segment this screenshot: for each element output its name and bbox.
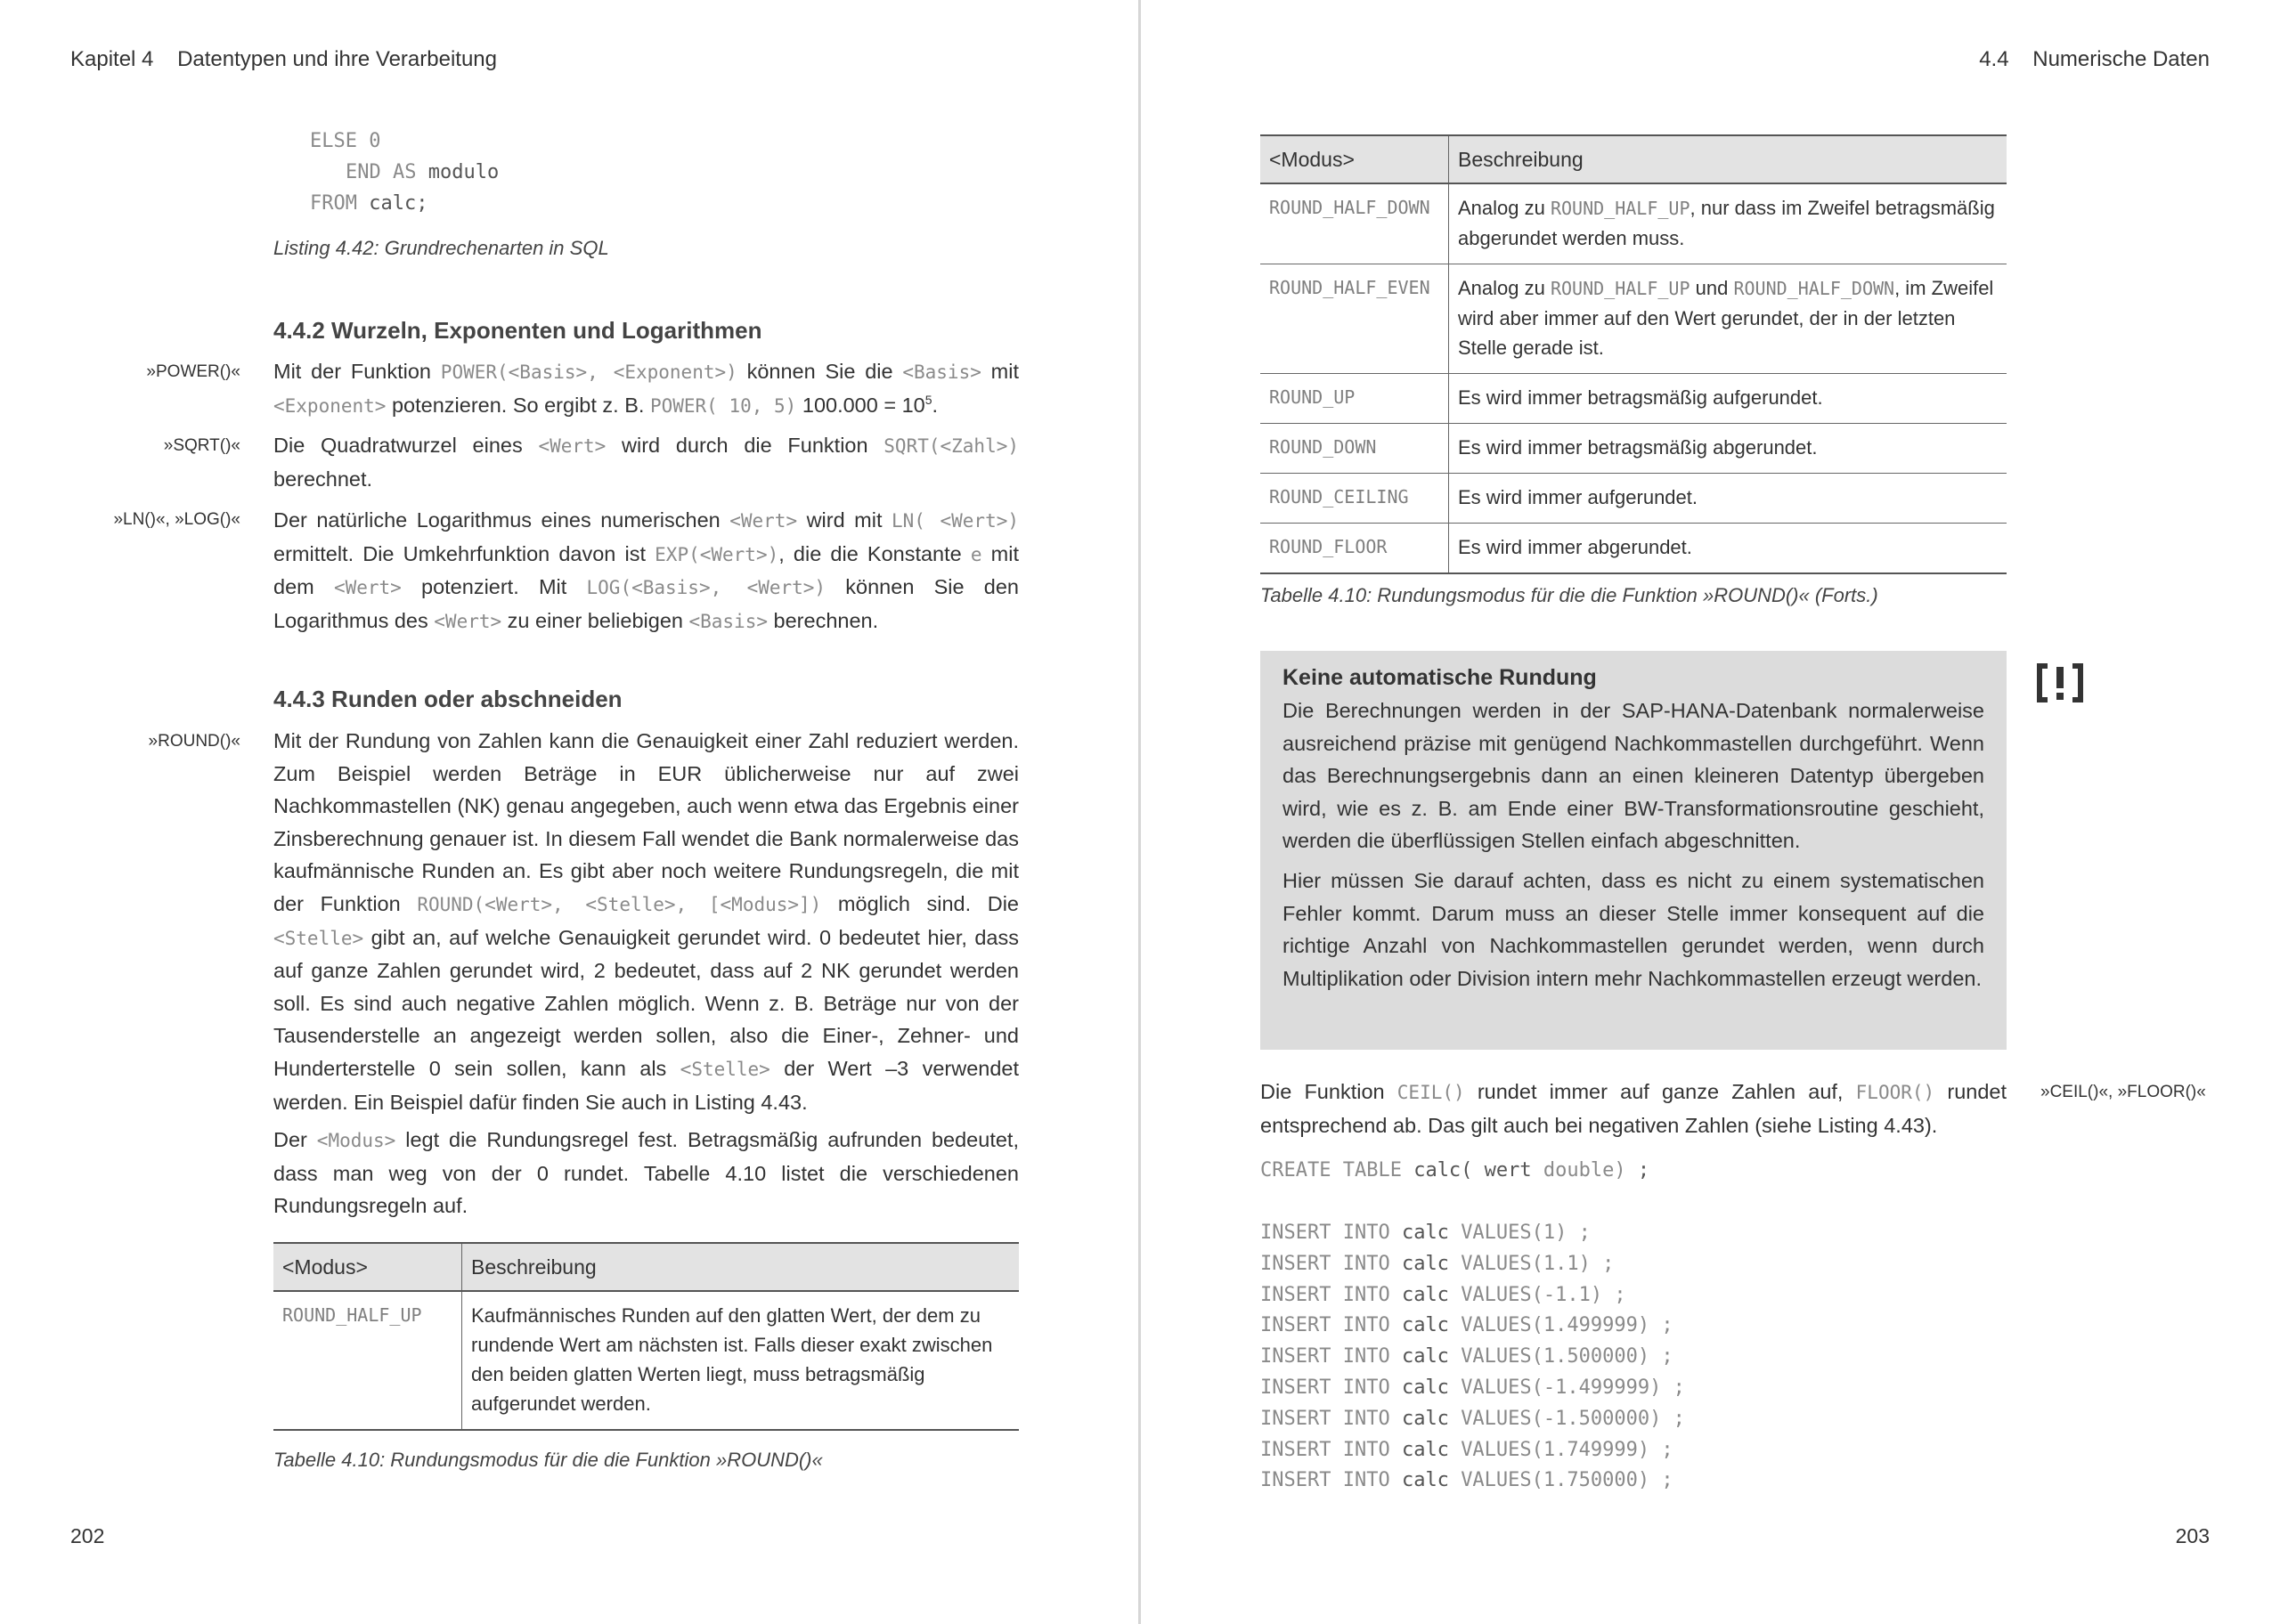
code-listing-top: [310, 126, 380, 158]
text: rundet entsprechend ab. Das gilt auch bei negativen Zahlen (siehe Listing 4.43).: [1260, 1080, 2007, 1137]
code-identifier: calc: [1389, 1438, 1462, 1461]
mode-cell: ROUND_HALF_DOWN: [1260, 183, 1449, 264]
running-header-right: [1979, 47, 2210, 72]
code-identifier: calc: [1389, 1345, 1462, 1368]
inline-code: <Modus>: [316, 1130, 396, 1151]
code-value: VALUES(1.1) ;: [1461, 1252, 1615, 1275]
table-caption-continued: Tabelle 4.10: Rundungsmodus für die die Funktion »ROUND()« (Forts.): [1260, 584, 1878, 606]
code-identifier: calc: [1389, 1314, 1462, 1337]
margin-keyword-ln-log: »LN()«, »LOG()«: [113, 510, 240, 529]
code-identifier: calc: [1389, 1283, 1462, 1306]
code-listing-create: [1260, 1156, 1649, 1187]
text: Der natürliche Logarithmus eines numerischen: [273, 508, 730, 532]
inline-code: ROUND_HALF_UP: [1550, 198, 1690, 219]
inline-code: <Wert>: [333, 577, 402, 599]
code-line: ELSE 0: [310, 130, 381, 152]
note-box: [1260, 651, 2007, 1050]
table-row: [1260, 264, 2007, 374]
text: , im Zweifel wird aber immer auf den Wert gerundet, der in der letzten Stelle gerade ist.: [1458, 277, 1994, 359]
inline-code: LOG(<Basis>, <Wert>): [586, 577, 826, 599]
code-line: [1260, 1404, 1685, 1435]
table-row: [1260, 183, 2007, 264]
code-line: [1260, 1311, 1685, 1342]
text: ermittelt. Die Umkehrfunktion davon ist: [273, 541, 656, 565]
running-header-left: [70, 47, 497, 72]
mode-cell: ROUND_CEILING: [1260, 474, 1449, 524]
code-keyword: INSERT INTO: [1260, 1222, 1390, 1244]
code-line: [1260, 1249, 1685, 1280]
inline-code: <Wert>: [729, 510, 798, 532]
code-identifier: ;: [1625, 1159, 1650, 1181]
rounding-mode-table-continued: [1260, 134, 2007, 574]
code-keyword: FROM: [310, 192, 357, 215]
description-cell: [1449, 183, 2007, 264]
section-heading-443: 4.4.3 Runden oder abschneiden: [273, 686, 623, 712]
inline-code: <Basis>: [902, 361, 981, 383]
inline-code: LN( <Wert>): [891, 510, 1019, 532]
code-identifier: calc: [1389, 1469, 1462, 1492]
mode-cell: ROUND_DOWN: [1260, 424, 1449, 474]
code-keyword: CREATE TABLE: [1260, 1159, 1402, 1181]
code-value: VALUES(-1.1) ;: [1461, 1283, 1626, 1306]
table-row: [273, 1291, 1019, 1430]
chapter-label: Kapitel 4: [70, 47, 154, 71]
text: , nur dass im Zweifel betragsmäßig abgerundet werden muss.: [1458, 197, 1995, 249]
code-keyword: INSERT INTO: [1260, 1407, 1390, 1430]
left-page: [0, 0, 1138, 1624]
table-row: [1260, 524, 2007, 574]
inline-code: ROUND_HALF_UP: [1550, 278, 1690, 299]
code-line: [1260, 1435, 1685, 1466]
code-line: [1260, 1466, 1685, 1497]
column-header-mode: <Modus>: [1260, 135, 1449, 183]
text: potenziert. Mit: [401, 575, 587, 599]
description-cell: Es wird immer betragsmäßig abgerundet.: [1449, 424, 2007, 474]
code-identifier: calc: [1389, 1407, 1462, 1430]
code-listing-top: [310, 189, 428, 220]
code-value: VALUES(-1.500000) ;: [1461, 1407, 1685, 1430]
text: möglich sind. Die: [821, 891, 1020, 915]
text: berechnet.: [273, 467, 373, 491]
text: zu einer beliebigen: [501, 608, 689, 632]
section-title: Numerische Daten: [2032, 47, 2210, 71]
code-keyword: INSERT INTO: [1260, 1345, 1390, 1368]
description-cell: Kaufmännisches Runden auf den glatten Wert, der dem zu rundende Wert am nächsten ist. Falls dieser exakt zwischen den beiden glatten Werten liegt, muss betragsmäßig aufgerundet werden.: [462, 1291, 1020, 1430]
description-cell: Es wird immer abgerundet.: [1449, 524, 2007, 574]
mode-cell: ROUND_HALF_EVEN: [1260, 264, 1449, 374]
text: Analog zu: [1458, 197, 1551, 219]
text: potenzieren. So ergibt z. B.: [386, 393, 650, 417]
note-paragraph: Die Berechnungen werden in der SAP-HANA-Datenbank normalerweise ausreichend präzise mit genügend Nachkommastellen durchgeführt. Wenn das Berechnungsergebnis dann an einen kleineren Datentyp übergeben wird, wie es z. B. am Ende einer BW-Transformationsroutine geschieht, werden die überflüssigen Stellen einfach abgeschnitten.: [1282, 699, 1984, 853]
column-header-description: Beschreibung: [462, 1243, 1020, 1291]
rounding-mode-table: [273, 1242, 1019, 1431]
code-value: VALUES(1.749999) ;: [1461, 1438, 1673, 1461]
paragraph-rounding: [273, 725, 1019, 1118]
text: Der: [273, 1128, 317, 1151]
mode-cell: ROUND_FLOOR: [1260, 524, 1449, 574]
text: wird mit: [797, 508, 892, 532]
code-identifier: calc: [1389, 1222, 1462, 1244]
text: 100.000 = 10: [796, 393, 925, 417]
description-cell: Es wird immer aufgerundet.: [1449, 474, 2007, 524]
margin-keyword-ceil-floor: »CEIL()«, »FLOOR()«: [2040, 1083, 2206, 1101]
section-heading-442: 4.4.2 Wurzeln, Exponenten und Logarithmen: [273, 317, 762, 344]
paragraph-ceil-floor: [1260, 1076, 2007, 1141]
page-number-left: 202: [70, 1524, 105, 1547]
table-caption: Tabelle 4.10: Rundungsmodus für die die Funktion »ROUND()«: [273, 1449, 823, 1471]
code-line: [1260, 1280, 1685, 1311]
inline-code: ROUND_HALF_DOWN: [1733, 278, 1895, 299]
note-title: Keine automatische Rundung: [1282, 665, 1597, 690]
paragraph-sqrt: [273, 429, 1019, 495]
warning-icon: [2037, 663, 2083, 702]
inline-code: <Stelle>: [273, 927, 364, 949]
description-cell: Es wird immer betragsmäßig aufgerundet.: [1449, 374, 2007, 424]
page-number-right: 203: [2175, 1524, 2210, 1547]
text: mit dem: [273, 541, 1019, 599]
code-keyword: INSERT INTO: [1260, 1469, 1390, 1492]
text: legt die Rundungsregel fest. Betragsmäßig aufrunden bedeutet, dass man weg von der 0 rundet. Tabelle 4.10 listet die verschiedenen Rundungsregeln auf.: [273, 1128, 1019, 1218]
text: Die Funktion: [1260, 1080, 1397, 1103]
table-row: [1260, 474, 2007, 524]
text: und: [1690, 277, 1734, 299]
text: rundet immer auf ganze Zahlen auf,: [1464, 1080, 1856, 1103]
inline-code: <Basis>: [688, 610, 768, 632]
inline-code: e: [970, 543, 982, 565]
table-row: [1260, 424, 2007, 474]
column-header-mode: <Modus>: [273, 1243, 462, 1291]
inline-code: SQRT(<Zahl>): [884, 435, 1019, 457]
code-keyword: INSERT INTO: [1260, 1376, 1390, 1399]
inline-code: FLOOR(): [1855, 1082, 1935, 1103]
text: Mit der Rundung von Zahlen kann die Genauigkeit einer Zahl reduziert werden. Zum Beispiel werden Beträge in EUR üblicherweise nur auf zwei Nachkommastellen (NK) genau angegeben, auch wenn etwa das Ergebnis einer Zinsberechnung genauer ist. In diesem Fall wendet die Bank normalerweise das kaufmännische Runden an. Es gibt aber noch weitere Rundungsregeln, die mit der Funktion: [273, 729, 1019, 915]
code-value: VALUES(1.500000) ;: [1461, 1345, 1673, 1368]
code-listing-top: [346, 158, 499, 189]
text: gibt an, auf welche Genauigkeit gerundet wird. 0 bedeutet hier, dass auf ganze Zahlen gerundet wird, 2 bedeutet, dass auf 2 NK gerundet werden soll. Es sind auch negative Zahlen möglich. Wenn z. B. Beträge nur von der Tausenderstelle an angezeigt werden sollen, also die Einer-, Zehner- und Hunderterstelle 0 sein sollen, kann als: [273, 925, 1019, 1080]
code-identifier: calc( wert: [1401, 1159, 1543, 1181]
code-identifier: modulo: [416, 161, 500, 183]
listing-caption: Listing 4.42: Grundrechenarten in SQL: [273, 237, 609, 259]
text: Mit der Funktion: [273, 360, 441, 383]
code-keyword: double): [1543, 1159, 1626, 1181]
text: wird durch die Funktion: [606, 434, 884, 457]
code-keyword: INSERT INTO: [1260, 1252, 1390, 1275]
code-keyword: END AS: [346, 161, 417, 183]
margin-keyword-sqrt: »SQRT()«: [163, 436, 240, 455]
text: Die Quadratwurzel eines: [273, 434, 539, 457]
chapter-title: Datentypen und ihre Verarbeitung: [177, 47, 497, 71]
inline-code: <Stelle>: [680, 1058, 770, 1080]
paragraph-power: [273, 355, 1019, 422]
text: , die die Konstante: [778, 541, 971, 565]
paragraph-ln-log: [273, 504, 1019, 637]
section-label: 4.4: [1979, 47, 2009, 71]
margin-keyword-power: »POWER()«: [146, 362, 240, 381]
inline-code: <Wert>: [538, 435, 607, 457]
text: mit: [981, 360, 1019, 383]
note-paragraph: Hier müssen Sie darauf achten, dass es nicht zu einem systematischen Fehler kommt. Darum muss an dieser Stelle immer konsequent auf die richtige Anzahl von Nachkommastellen gerundet werden, wenn durch Multiplikation oder Division intern mehr Nachkommastellen erzeugt werden.: [1282, 868, 1984, 990]
table-row: [1260, 374, 2007, 424]
inline-code: POWER( 10, 5): [649, 394, 797, 417]
description-cell: [1449, 264, 2007, 374]
text: Analog zu: [1458, 277, 1551, 299]
inline-code: <Wert>: [434, 610, 502, 632]
code-identifier: calc: [1389, 1252, 1462, 1275]
inline-code: POWER(<Basis>, <Exponent>): [440, 361, 737, 383]
text: .: [932, 393, 939, 417]
code-value: VALUES(1.499999) ;: [1461, 1314, 1673, 1337]
code-value: VALUES(1) ;: [1461, 1222, 1591, 1244]
code-value: VALUES(-1.499999) ;: [1461, 1376, 1685, 1399]
code-line: [1260, 1342, 1685, 1373]
inline-code: EXP(<Wert>): [655, 543, 779, 565]
inline-code: ROUND(<Wert>, <Stelle>, [<Modus>]): [417, 893, 822, 915]
mode-cell: ROUND_HALF_UP: [273, 1291, 462, 1430]
margin-keyword-round: »ROUND()«: [148, 732, 240, 751]
superscript: 5: [924, 392, 932, 407]
table-header-row: [1260, 135, 2007, 183]
code-keyword: INSERT INTO: [1260, 1314, 1390, 1337]
column-header-description: Beschreibung: [1449, 135, 2007, 183]
code-identifier: calc: [1389, 1376, 1462, 1399]
code-line: [1260, 1218, 1685, 1249]
inline-code: CEIL(): [1396, 1082, 1465, 1103]
code-keyword: INSERT INTO: [1260, 1438, 1390, 1461]
inline-code: <Exponent>: [273, 394, 387, 417]
code-listing-inserts: [1260, 1218, 1685, 1497]
mode-cell: ROUND_UP: [1260, 374, 1449, 424]
code-value: VALUES(1.750000) ;: [1461, 1469, 1673, 1492]
code-identifier: calc;: [356, 192, 428, 215]
paragraph-mode: [273, 1124, 1019, 1222]
code-line: [1260, 1373, 1685, 1404]
code-keyword: INSERT INTO: [1260, 1283, 1390, 1306]
text: berechnen.: [768, 608, 879, 632]
text: können Sie den Logarithmus des: [273, 575, 1019, 632]
text: der Wert –3 verwendet werden. Ein Beispiel dafür finden Sie auch in Listing 4.43.: [273, 1056, 1019, 1114]
text: können Sie die: [737, 360, 903, 383]
table-header-row: [273, 1243, 1019, 1291]
